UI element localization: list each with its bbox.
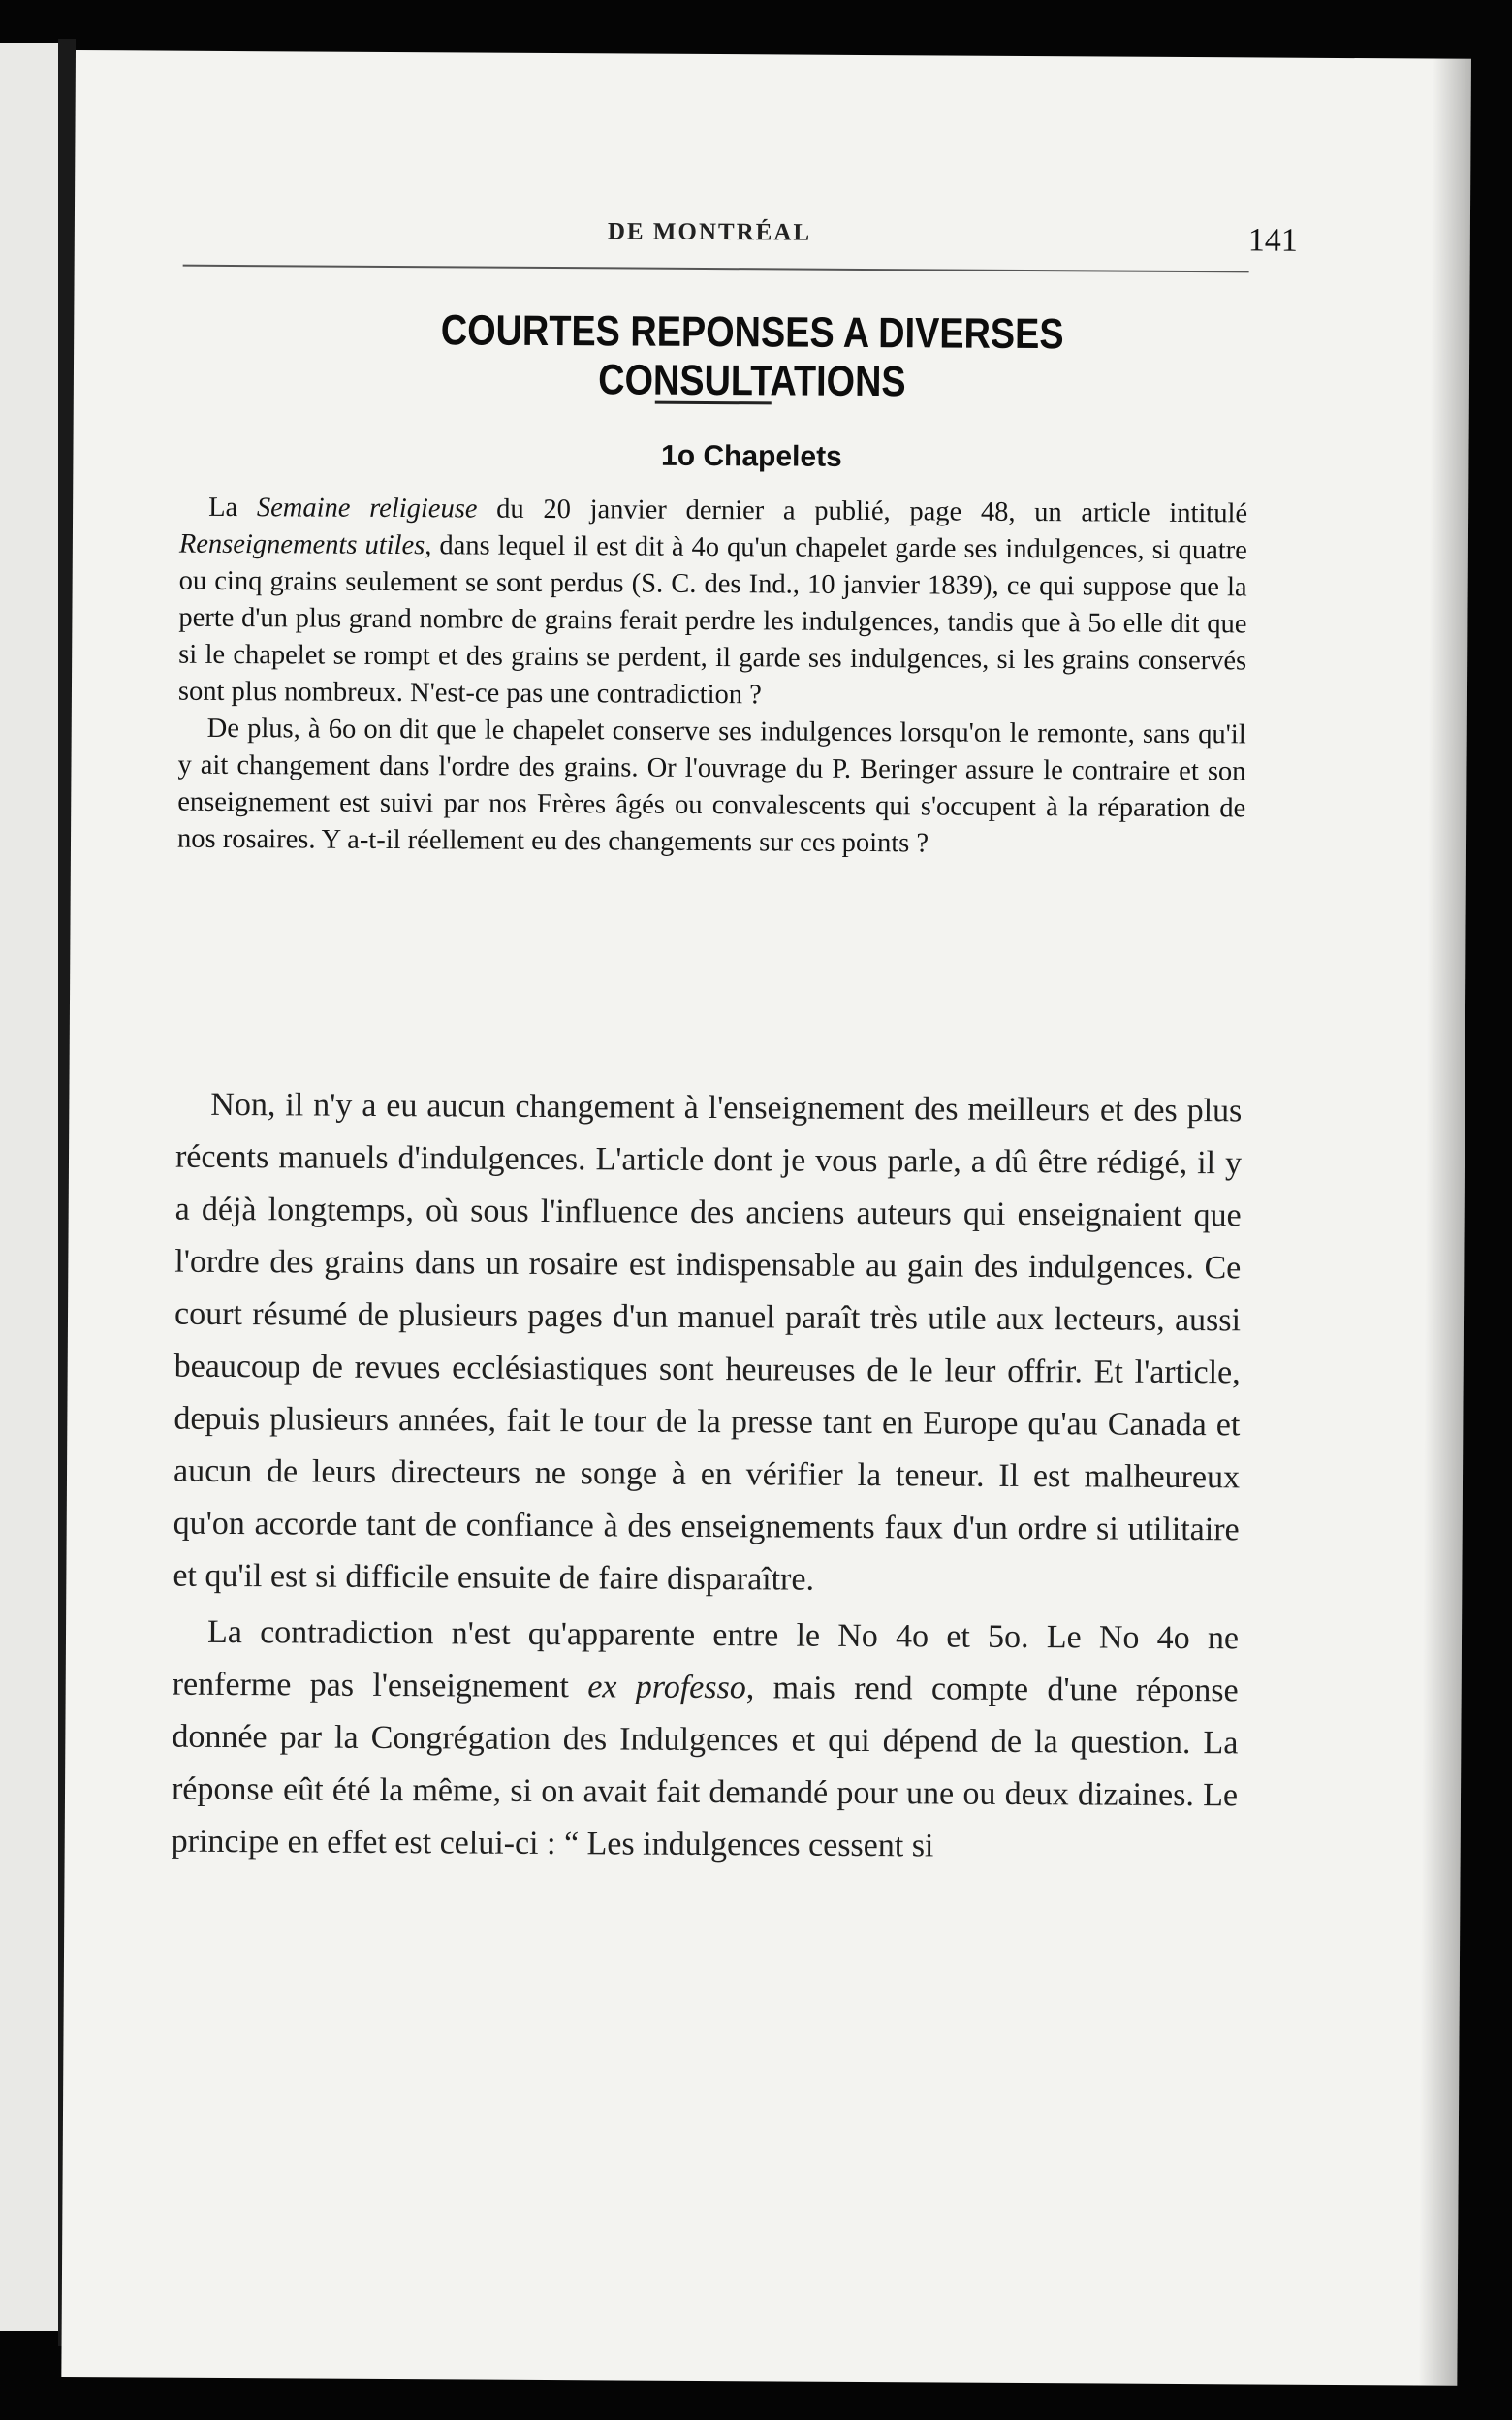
question-paragraph-1: La Semaine religieuse du 20 janvier dernier a publié, page 48, un article intitulé Renseignements utiles, dans lequel il est dit à 4o qu'un chapelet garde ses indulgences, si quatre ou cinq grains seulement se sont perdus (S. C. des Ind., 10 janvier 1839), ce qui suppose que la perte d'un plus grand nombre de grains ferait perdre les indulgences, tandis que à 5o elle dit que si le chapelet se rompt et des grains se perdent, il garde ses indulgences, si les grains conservés sont plus nombreux. N'est-ce pas une contradiction ? — [177, 492, 1248, 711]
answer-paragraph-1: Non, il n'y a eu aucun changement à l'enseignement des meilleurs et des plus récents manuels d'indulgences. L'article dont je vous parle, a dû être rédigé, il y a déjà longtemps, où sous l'influence des anciens auteurs qui enseignaient que l'ordre des grains dans un rosaire est indispensable au gain des indulgences. Ce court résumé de plusieurs pages d'un manuel paraît très utile aux lecteurs, aussi beaucoup de revues ecclésiastiques sont heureuses de le leur offrir. Et l'article, depuis plusieurs années, fait le tour de la presse tant en Europe qu'au Canada et aucun de leurs directeurs ne songe à en vérifier la teneur. Il est malheureux qu'on accorde tant de confiance à des enseignements faux d'un ordre si utilitaire et qu'il est si difficile ensuite de faire disparaître. — [173, 1086, 1243, 1598]
latin-phrase: ex professo — [587, 1669, 746, 1706]
question-block — [177, 490, 1247, 865]
question-paragraph-2: De plus, à 6o on dit que le chapelet conserve ses indulgences lorsqu'on le remonte, sans qu'il y ait changement dans l'ordre des grains. Or l'ouvrage du P. Beringer assure le contraire et son enseignement est suivi par nos Frères âgés ou convalescents qui s'occupent à la réparation de nos rosaires. Y a-t-il réellement eu des changements sur ces points ? — [176, 713, 1246, 859]
page-edge-shadow — [1418, 59, 1471, 2386]
section-heading: 1o Chapelets — [660, 439, 842, 473]
article-title: COURTES REPONSES A DIVERSES CONSULTATIONS — [440, 306, 1064, 406]
article-name: Renseignements utiles — [178, 528, 425, 561]
running-head: DE MONTRÉAL — [607, 218, 812, 246]
answer-block — [172, 1079, 1243, 1875]
page-number: 141 — [1247, 222, 1298, 259]
publication-title: Semaine religieuse — [256, 493, 478, 525]
answer-paragraph-2: La contradiction n'est qu'apparente entre le No 4o et 5o. Le No 4o ne renferme pas l'enseignement ex professo, mais rend compte d'une réponse donnée par la Congrégation des Indulgences et qui dépend de la question. La réponse eût été la même, si on avait fait demandé pour une ou deux dizaines. Le principe en effet est celui-ci : “ Les indulgences cessent si — [171, 1613, 1240, 1864]
header-rule — [183, 265, 1249, 273]
book-page — [61, 50, 1471, 2386]
